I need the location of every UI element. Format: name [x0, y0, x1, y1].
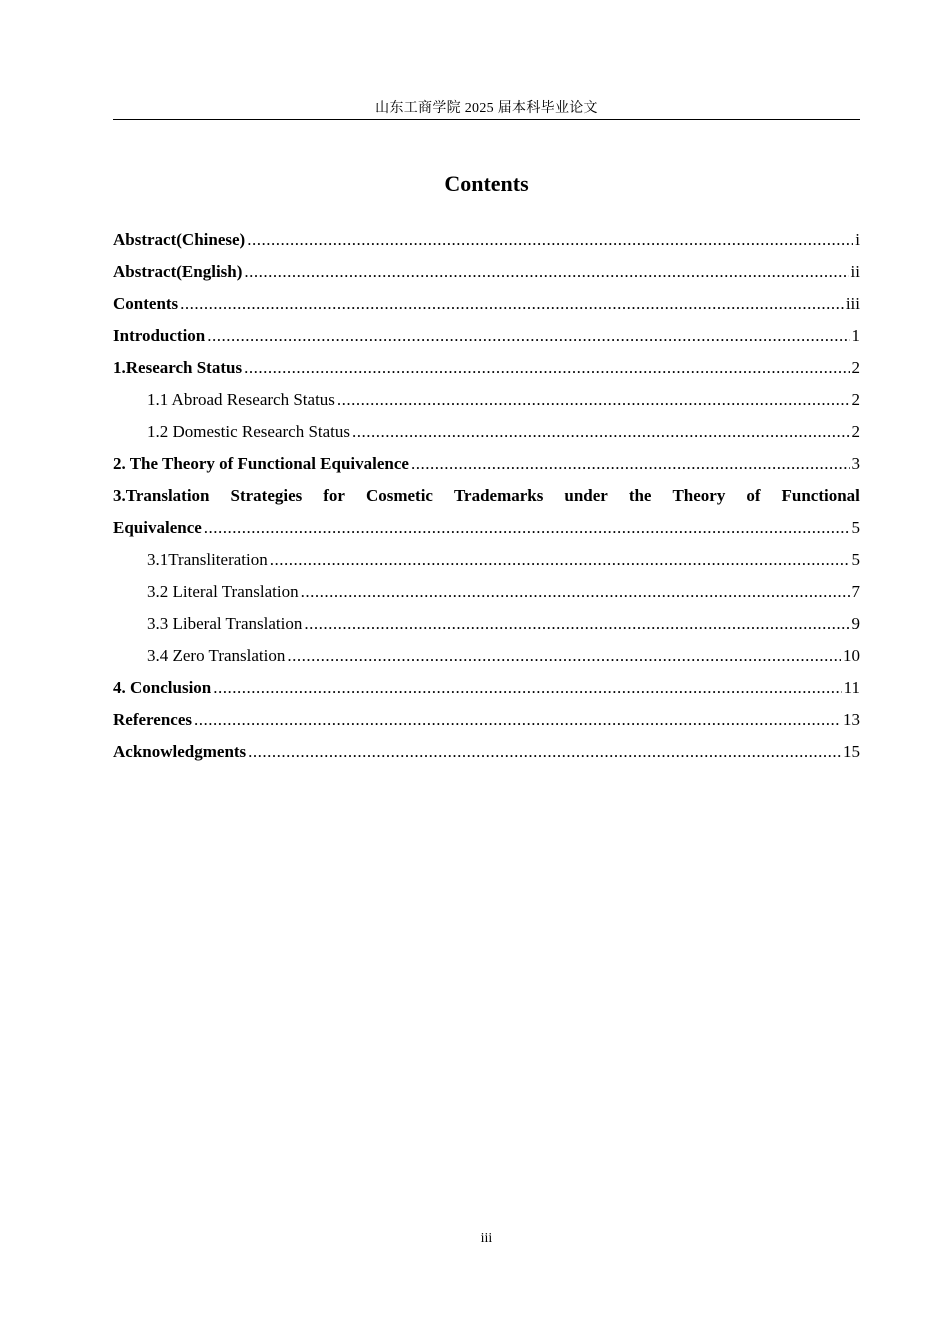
toc-entry-page: 3	[851, 454, 860, 473]
toc-entry-label-word: Cosmetic	[365, 486, 433, 505]
toc-entry-page: 11	[843, 678, 860, 697]
toc-entry-page: ii	[850, 262, 860, 281]
toc-entry-label-word: under	[564, 486, 608, 505]
toc-dot-leader	[194, 710, 841, 730]
toc-entry-label-word: Trademarks	[453, 486, 544, 505]
toc-entry-label: Abstract(English)	[113, 262, 243, 281]
toc-entry-liberal-translation[interactable]	[113, 609, 860, 641]
toc-dot-leader	[207, 326, 849, 346]
toc-entry-label-word: for	[323, 486, 345, 505]
header-rule	[113, 119, 860, 120]
toc-entry-page: i	[855, 230, 860, 249]
toc-dot-leader	[411, 454, 850, 474]
table-of-contents	[113, 225, 860, 769]
toc-entry-page: 1	[851, 326, 860, 345]
toc-dot-leader	[301, 582, 850, 602]
toc-dot-leader	[213, 678, 841, 698]
toc-entry-label: Acknowledgments	[113, 742, 247, 761]
toc-entry-functional-equivalence-theory[interactable]	[113, 449, 860, 481]
toc-entry-label: 3.1Transliteration	[147, 550, 268, 569]
toc-dot-leader	[247, 230, 853, 250]
toc-entry-page: 5	[851, 550, 860, 569]
toc-entry-page: 2	[851, 422, 860, 441]
toc-entry-label: 4. Conclusion	[113, 678, 212, 697]
toc-entry-label: 2. The Theory of Functional Equivalence	[113, 454, 409, 473]
page-header: 山东工商学院 2025 届本科毕业论文	[375, 101, 598, 116]
toc-entry-label-word: of	[746, 486, 761, 505]
toc-entry-zero-translation[interactable]	[113, 641, 860, 673]
toc-entry-abstract-english[interactable]	[113, 257, 860, 289]
toc-entry-research-status[interactable]	[113, 353, 860, 385]
toc-entry-label-word: Functional	[781, 486, 860, 505]
toc-entry-page: iii	[845, 294, 860, 313]
toc-dot-leader	[180, 294, 844, 314]
toc-entry-label: Abstract(Chinese)	[113, 230, 246, 249]
toc-dot-leader	[204, 518, 850, 538]
toc-entry-label: 1.1 Abroad Research Status	[147, 390, 335, 409]
toc-dot-leader	[304, 614, 849, 634]
toc-entry-label: 3.4 Zero Translation	[147, 646, 286, 665]
toc-entry-label: Introduction	[113, 326, 206, 345]
toc-dot-leader	[244, 358, 849, 378]
toc-dot-leader	[287, 646, 841, 666]
toc-entry-label-word: 3.Translation	[113, 486, 210, 505]
toc-dot-leader	[244, 262, 848, 282]
toc-entry-page: 5	[851, 518, 860, 537]
toc-entry-page: 13	[843, 710, 860, 729]
toc-entry-label: Contents	[113, 294, 179, 313]
toc-entry-page: 10	[843, 646, 860, 665]
toc-dot-leader	[337, 390, 850, 410]
toc-dot-leader	[270, 550, 850, 570]
toc-title: Contents	[444, 171, 529, 196]
toc-entry-abroad-research-status[interactable]	[113, 385, 860, 417]
toc-entry-abstract-chinese[interactable]	[113, 225, 860, 257]
toc-entry-label: References	[113, 710, 192, 729]
toc-entry-acknowledgments[interactable]	[113, 737, 860, 769]
toc-entry-label: 3.3 Liberal Translation	[147, 614, 303, 633]
toc-entry-page: 9	[851, 614, 860, 633]
toc-entry-page: 15	[843, 742, 860, 761]
toc-entry-label: Equivalence	[113, 518, 202, 537]
toc-entry-label: 1.2 Domestic Research Status	[147, 422, 351, 441]
toc-entry-domestic-research-status[interactable]	[113, 417, 860, 449]
toc-entry-label-word: Theory	[672, 486, 726, 505]
toc-entry-literal-translation[interactable]	[113, 577, 860, 609]
toc-entry-contents[interactable]	[113, 289, 860, 321]
toc-entry-page: 2	[851, 358, 860, 377]
toc-entry-translation-strategies-continued[interactable]	[113, 513, 860, 545]
toc-entry-references[interactable]	[113, 705, 860, 737]
toc-entry-page: 7	[851, 582, 860, 601]
toc-entry-label: 3.2 Literal Translation	[147, 582, 299, 601]
toc-entry-page: 2	[851, 390, 860, 409]
toc-entry-introduction[interactable]	[113, 321, 860, 353]
toc-entry-label-word: Strategies	[230, 486, 303, 505]
toc-entry-conclusion[interactable]	[113, 673, 860, 705]
page-number: iii	[480, 1231, 493, 1246]
toc-entry-label: 1.Research Status	[113, 358, 243, 377]
toc-entry-label-word: the	[628, 486, 652, 505]
toc-entry-transliteration[interactable]	[113, 545, 860, 577]
toc-entry-translation-strategies[interactable]	[113, 481, 860, 513]
toc-dot-leader	[248, 742, 841, 762]
toc-dot-leader	[352, 422, 849, 442]
